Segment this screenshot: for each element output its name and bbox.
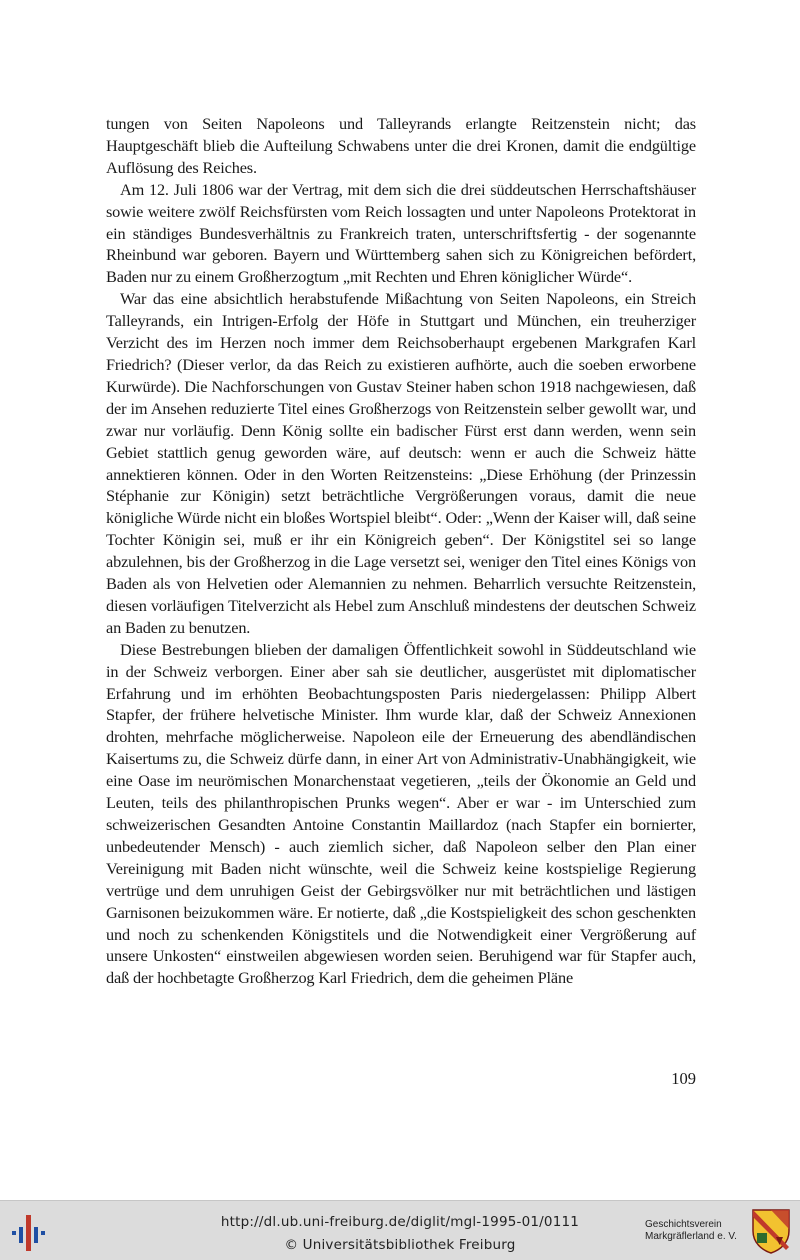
paragraph-3: War das eine absichtlich herabstufende Mißachtung von Seiten Napoleons, ein Streich Talleyrands, ein Intrigen-Erfolg der Höfe in Stuttgart und München, ein treuherziger Verzicht des im Herzen noch immer dem Reichsoberhaupt ergebenen Markgrafen Karl Friedrich? (Dieser verlor, da das Reich zu existieren aufhörte, auch die soeben erworbene Kurwürde). Die Nachforschungen von Gustav Steiner haben schon 1918 nachgewiesen, daß der im Ansehen reduzierte Titel eines Großherzogs von Reitzenstein selber gewollt war, und zwar nur vorläufig. Denn König sollte ein badischer Fürst erst dann werden, wenn sein Gebiet stattlich genug geworden wäre, auf deutsch: wenn er auch die Schweiz hätte annektieren können. Oder in den Worten Reitzensteins: „Diese Erhöhung (der Prinzessin Stéphanie zur Königin) setzt beträchtliche Vergrößerungen voraus, damit die neue königliche Würde nicht ein bloßes Wortspiel bleibt“. Oder: „Wenn der Kaiser will, daß seine Tochter Königin sei, muß er ihr ein Königreich geben“. Der Königstitel sei so lange abzulehnen, bis der Großherzog in die Lage versetzt sei, weniger den Titel eines Königs von Baden als von Helvetien oder Alemannien zu nehmen. Beharrlich versuchte Reitzenstein, diesen vorläufigen Titelverzicht als Hebel zum Anschluß mindestens der deutschen Schweiz an Baden zu benutzen. [106, 289, 696, 637]
paragraph-1: tungen von Seiten Napoleons und Talleyrands erlangte Reitzenstein nicht; das Hauptgeschäft blieb die Aufteilung Schwabens unter die drei Kronen, damit die endgültige Auflösung des Reiches. [106, 114, 696, 177]
page-body [106, 113, 696, 989]
footer-bar [0, 1200, 800, 1260]
paragraph-2: Am 12. Juli 1806 war der Vertrag, mit dem sich die drei süddeutschen Herrschaftshäuser sowie weitere zwölf Reichsfürsten vom Reich lossagten und unter Napoleons Protektorat in ein ständiges Bundesverhältnis zu Frankreich traten, unterschriftsfertig - der sogenannte Rheinbund war geboren. Bayern und Württemberg sahen sich zu Königreichen befördert, Baden nur zu einem Großherzogtum „mit Rechten und Ehren königlicher Würde“. [106, 179, 696, 287]
society-line-2: Markgräflerland e. V. [645, 1231, 737, 1242]
coat-of-arms-icon [750, 1207, 792, 1255]
footer-copyright: © Universitätsbibliothek Freiburg [284, 1237, 516, 1253]
paragraph-4: Diese Bestrebungen blieben der damaligen Öffentlichkeit sowohl in Süddeutschland wie in der Schweiz verborgen. Einer aber sah sie deutlicher, ausgerüstet mit diplomatischer Erfahrung und im erhöhten Beobachtungsposten Paris niedergelassen: Philipp Albert Stapfer, der frühere helvetische Minister. Ihm wurde klar, daß der Schweiz Annexionen drohten, mehrfache möglicherweise. Napoleon eile der Erneuerung des abendländischen Kaisertums zu, die Schweiz dürfe dann, in einer Art von Administrativ-Unabhängigkeit, wie eine Oase im neurömischen Monarchenstaat vegetieren, „teils der Ökonomie an Geld und Leuten, teils des philanthropischen Prunks wegen“. Aber er war - im Unterschied zum schweizerischen Gesandten Antoine Constantin Maillardoz (nach Stapfer ein bornierter, unbedeutender Mensch) - auch ziemlich sicher, daß Napoleon selber den Plan einer Vereinigung mit Baden nicht wünschte, weil die Schweiz keine kostspielige Regierung vertrüge und dem unruhigen Geist der Gebirgsvölker nur mit beträchtlichen und lästigen Garnisonen beizukommen wäre. Er notierte, daß „die Kostspieligkeit des schon geschenkten und noch zu schenkenden Königstitels und die Notwendigkeit einer Vergrößerung auf unsere Unkosten“ einstweilen abgewiesen worden seien. Beruhigend war für Stapfer auch, daß der hochbetagte Großherzog Karl Friedrich, dem die geheimen Pläne [106, 639, 696, 988]
page-number: 109 [671, 1069, 696, 1088]
ub-freiburg-logo-icon [10, 1211, 54, 1255]
footer-url[interactable]: http://dl.ub.uni-freiburg.de/diglit/mgl-1995-01/0111 [220, 1214, 580, 1230]
society-line-1: Geschichtsverein [645, 1219, 722, 1230]
society-name [645, 1219, 755, 1243]
